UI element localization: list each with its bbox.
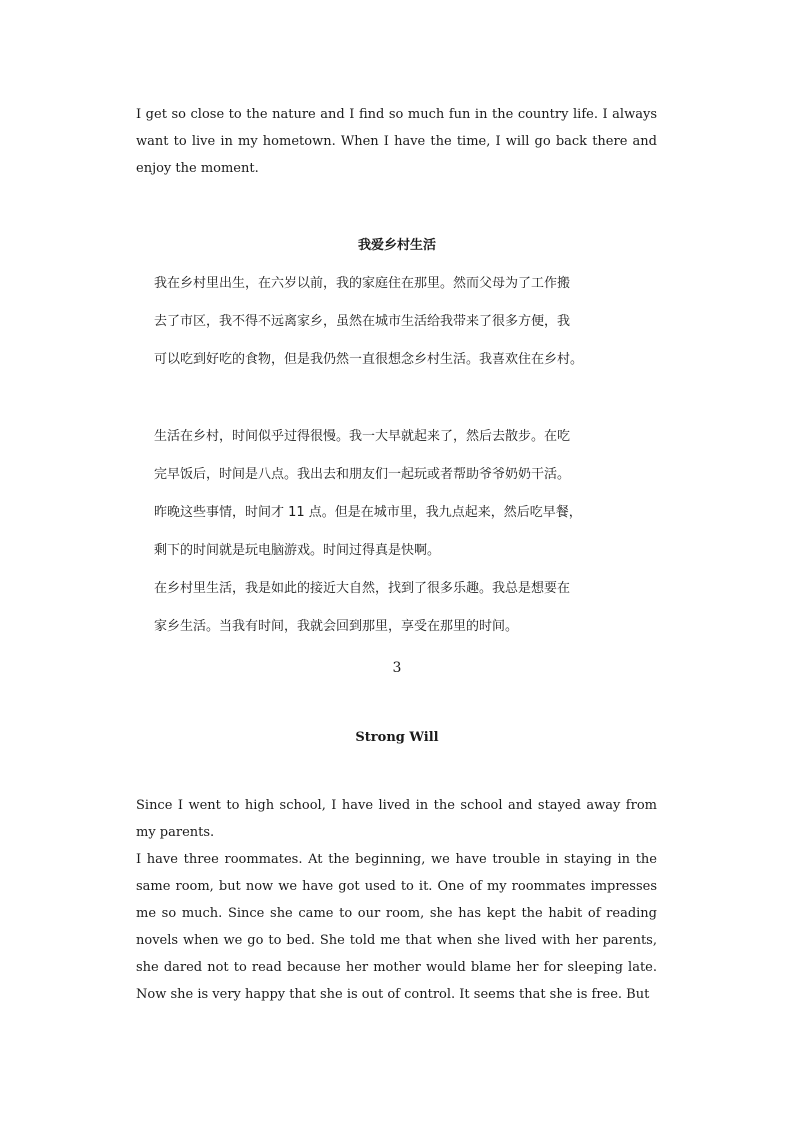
chinese-p2-line: 昨晚这些事情，时间才 11 点。但是在城市里，我九点起来，然后吃早餐， (154, 505, 582, 520)
essay-paragraph-2: I have three roommates. At the beginning, we have trouble in staying in the same room, but now we have got used to it. One of my roommates impresses me so much. Since she came to our room, she has kept the habit of reading novels when we go to bed. She told me that when she lived with her parents, she dared not to read because her mother would blame her for sleeping late. Now she is very happy that she is out of control. It seems that she is free. But (136, 852, 657, 1002)
chinese-p2-line: 完早饭后，时间是八点。我出去和朋友们一起玩或者帮助爷爷奶奶干活。 (154, 467, 571, 482)
chinese-p2-line: 剩下的时间就是玩电脑游戏。时间过得真是快啊。 (154, 543, 441, 558)
chinese-paragraph-1 (154, 274, 644, 388)
essay-paragraph-1: Since I went to high school, I have lived in the school and stayed away from my parents. (136, 798, 657, 840)
chinese-p1-line: 去了市区，我不得不远离家乡，虽然在城市生活给我带来了很多方便，我 (154, 314, 571, 329)
chinese-p1-line: 可以吃到好吃的食物，但是我仍然一直很想念乡村生活。我喜欢住在乡村。 (154, 352, 584, 367)
page-number: 3 (392, 660, 402, 676)
chinese-paragraph-2 (154, 427, 644, 655)
chinese-p2-line: 家乡生活。当我有时间，我就会回到那里，享受在那里的时间。 (154, 619, 519, 634)
chinese-p2-line: 生活在乡村，时间似乎过得很慢。我一大早就起来了，然后去散步。在吃 (154, 429, 571, 444)
chinese-essay-title: 我爱乡村生活 (357, 238, 436, 253)
chinese-p2-line: 在乡村里生活，我是如此的接近大自然，找到了很多乐趣。我总是想要在 (154, 581, 571, 596)
essay-title: Strong Will (355, 730, 439, 745)
essay-body (136, 792, 657, 1008)
chinese-p1-line: 我在乡村里出生，在六岁以前，我的家庭住在那里。然而父母为了工作搬 (154, 276, 571, 291)
top-passage-text: I get so close to the nature and I find so much fun in the country life. I always want to live in my hometown. When I have the time, I will go back there and enjoy the moment. (136, 107, 657, 176)
top-english-passage (136, 101, 657, 182)
